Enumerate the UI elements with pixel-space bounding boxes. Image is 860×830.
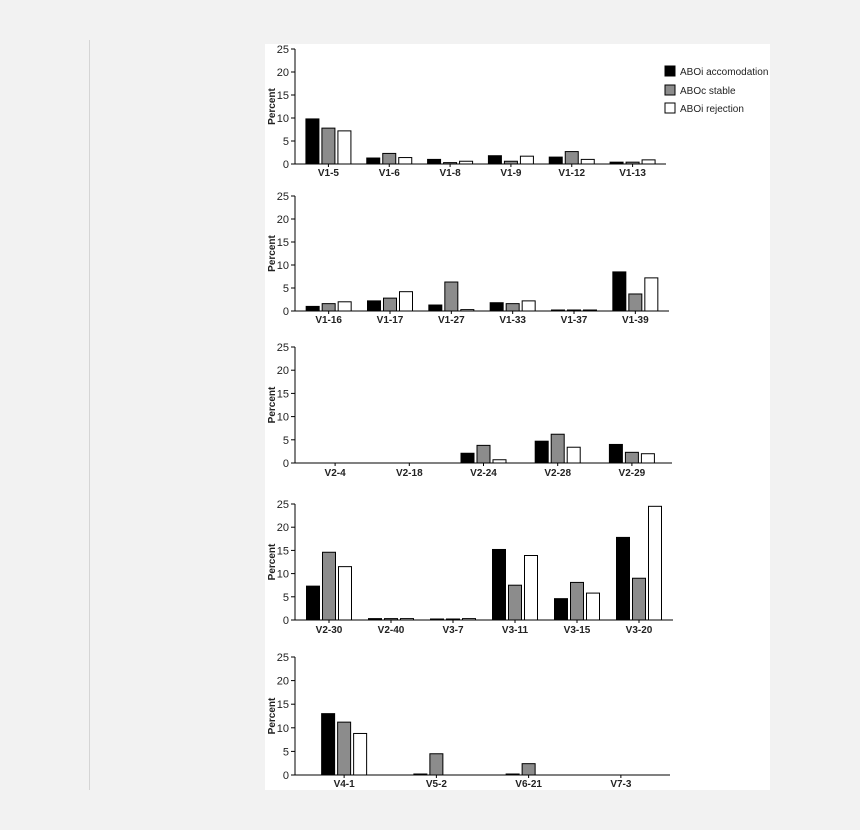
y-tick-label: 15 [276,90,289,102]
bar-V1-8-2 [444,163,457,164]
y-tick-label: 20 [276,522,289,535]
y-tick-label: 25 [276,191,289,203]
x-category-label: V1-17 [376,315,404,326]
bar-V1-8-3 [460,161,473,164]
legend-swatch [665,66,675,76]
bar-V1-37-2 [568,310,581,311]
y-tick-label: 5 [282,746,289,759]
y-tick-label: 5 [282,136,289,148]
bar-V1-39-2 [629,294,642,311]
y-tick-label: 25 [276,44,289,56]
legend-swatch [665,85,675,95]
bar-V2-29-3 [641,454,654,463]
y-tick-label: 0 [282,770,289,782]
bar-V2-29-2 [625,452,638,463]
x-category-label: V1-6 [378,168,400,179]
bar-V2-24-2 [477,445,490,463]
bar-V3-15-3 [587,593,600,620]
bar-V1-27-1 [429,305,442,311]
x-category-label: V1-37 [560,315,588,326]
y-tick-label: 20 [276,675,289,688]
bar-V1-27-3 [461,310,474,311]
x-category-label: V1-39 [621,315,649,326]
y-tick-label: 0 [282,306,289,318]
bar-V3-11-1 [493,549,506,620]
bar-V6-21-2 [522,764,535,775]
bar-V1-33-1 [490,303,503,311]
x-category-label: V3-11 [501,625,529,636]
bar-V1-13-1 [610,162,623,164]
bar-V5-2-2 [430,754,443,775]
x-category-label: V2-28 [544,468,572,479]
x-category-label: V2-18 [395,468,423,479]
legend-label: ABOc stable [680,86,736,97]
x-category-label: V3-7 [442,625,464,636]
y-tick-label: 25 [276,499,289,511]
x-category-label: V1-27 [437,315,465,326]
y-tick-label: 25 [276,342,289,354]
bar-V1-5-2 [322,128,335,164]
bar-V1-5-1 [306,119,319,164]
x-category-label: V1-5 [317,168,339,179]
x-category-label: V2-30 [315,625,343,636]
y-axis-title: Percent [267,386,278,424]
y-axis-title: Percent [267,88,278,125]
bar-V1-6-2 [383,153,396,164]
bar-V1-8-1 [428,159,441,164]
bar-V3-11-2 [509,585,522,620]
y-axis-title: Percent [267,543,278,581]
y-tick-label: 10 [276,411,289,424]
bar-V1-17-3 [400,292,413,311]
bar-V1-12-1 [549,157,562,164]
y-tick-label: 20 [276,214,289,226]
y-tick-label: 15 [276,699,289,712]
bar-V1-12-2 [565,152,578,164]
bar-V2-40-2 [385,619,398,620]
x-category-label: V1-9 [500,168,522,179]
bar-V2-40-3 [401,619,414,620]
bar-V2-30-3 [339,567,352,620]
bar-V2-28-1 [535,441,548,463]
y-tick-label: 25 [276,652,289,664]
y-tick-label: 5 [282,283,289,295]
bar-V2-30-2 [323,552,336,620]
bar-V2-30-1 [307,586,320,620]
y-tick-label: 10 [276,568,289,581]
bar-V1-16-1 [306,306,319,311]
bar-V1-6-1 [367,158,380,164]
y-tick-label: 15 [276,388,289,401]
bar-V4-1-3 [354,733,367,775]
y-axis-title: Percent [267,697,278,735]
bar-V1-13-2 [626,162,639,164]
bar-V1-39-3 [645,278,658,311]
y-tick-label: 0 [282,159,289,171]
legend-label: ABOi accomodation [680,67,769,78]
y-tick-label: 10 [276,260,289,272]
y-tick-label: 15 [276,237,289,249]
y-tick-label: 0 [282,615,289,627]
x-category-label: V7-3 [610,779,632,790]
y-tick-label: 15 [276,545,289,558]
bar-V1-37-3 [584,310,597,311]
x-category-label: V1-16 [315,315,343,326]
bar-V3-11-3 [525,556,538,620]
x-category-label: V1-13 [619,168,646,179]
bar-V1-16-3 [338,302,351,311]
y-tick-label: 10 [276,722,289,735]
bar-V3-7-2 [447,619,460,620]
x-category-label: V2-40 [377,625,405,636]
y-tick-label: 0 [282,458,289,470]
bar-V1-33-3 [522,301,535,311]
bar-V1-13-3 [642,160,655,164]
bar-V2-24-3 [493,460,506,463]
bar-V2-28-3 [567,447,580,463]
x-category-label: V2-29 [618,468,646,479]
bar-V1-33-2 [506,304,519,311]
bar-V1-37-1 [552,310,565,311]
bar-V1-5-3 [338,131,351,164]
bar-V2-40-1 [369,619,382,620]
x-category-label: V3-20 [625,625,653,636]
bar-V1-6-3 [399,158,412,164]
x-category-label: V6-21 [515,779,542,790]
bar-V4-1-1 [322,714,335,775]
x-category-label: V1-8 [439,168,461,179]
y-tick-label: 5 [282,434,289,447]
y-tick-label: 20 [276,67,289,79]
bar-V3-7-3 [463,619,476,620]
bar-V3-7-1 [431,619,444,620]
bar-V3-20-3 [649,506,662,620]
y-tick-label: 20 [276,365,289,378]
bar-V1-16-2 [322,304,335,311]
x-category-label: V2-24 [470,468,497,479]
bar-V2-24-1 [461,453,474,463]
bar-V2-29-1 [609,444,622,463]
bar-V5-2-1 [414,774,427,775]
bar-V3-20-2 [633,578,646,620]
bar-V1-9-1 [488,156,501,164]
y-axis-title: Percent [267,235,278,272]
y-tick-label: 10 [276,113,289,125]
bar-V3-20-1 [617,537,630,620]
legend-label: ABOi rejection [680,104,744,115]
bar-V3-15-1 [555,599,568,620]
bar-V1-9-3 [520,156,533,164]
bar-V1-12-3 [581,159,594,164]
x-category-label: V4-1 [333,779,355,790]
bar-V4-1-2 [338,722,351,775]
x-category-label: V2-4 [324,468,346,479]
bar-V6-21-1 [506,774,519,775]
x-category-label: V1-33 [499,315,527,326]
legend-swatch [665,103,675,113]
x-category-label: V3-15 [563,625,591,636]
bar-V1-17-1 [368,301,381,311]
x-category-label: V1-12 [558,168,586,179]
bar-V1-9-2 [504,161,517,164]
bar-V1-27-2 [445,282,458,311]
bar-V2-28-2 [551,434,564,463]
bar-V1-17-2 [384,298,397,311]
x-category-label: V5-2 [425,779,447,790]
bar-V1-39-1 [613,272,626,311]
bar-V3-15-2 [571,582,584,620]
y-tick-label: 5 [282,591,289,604]
